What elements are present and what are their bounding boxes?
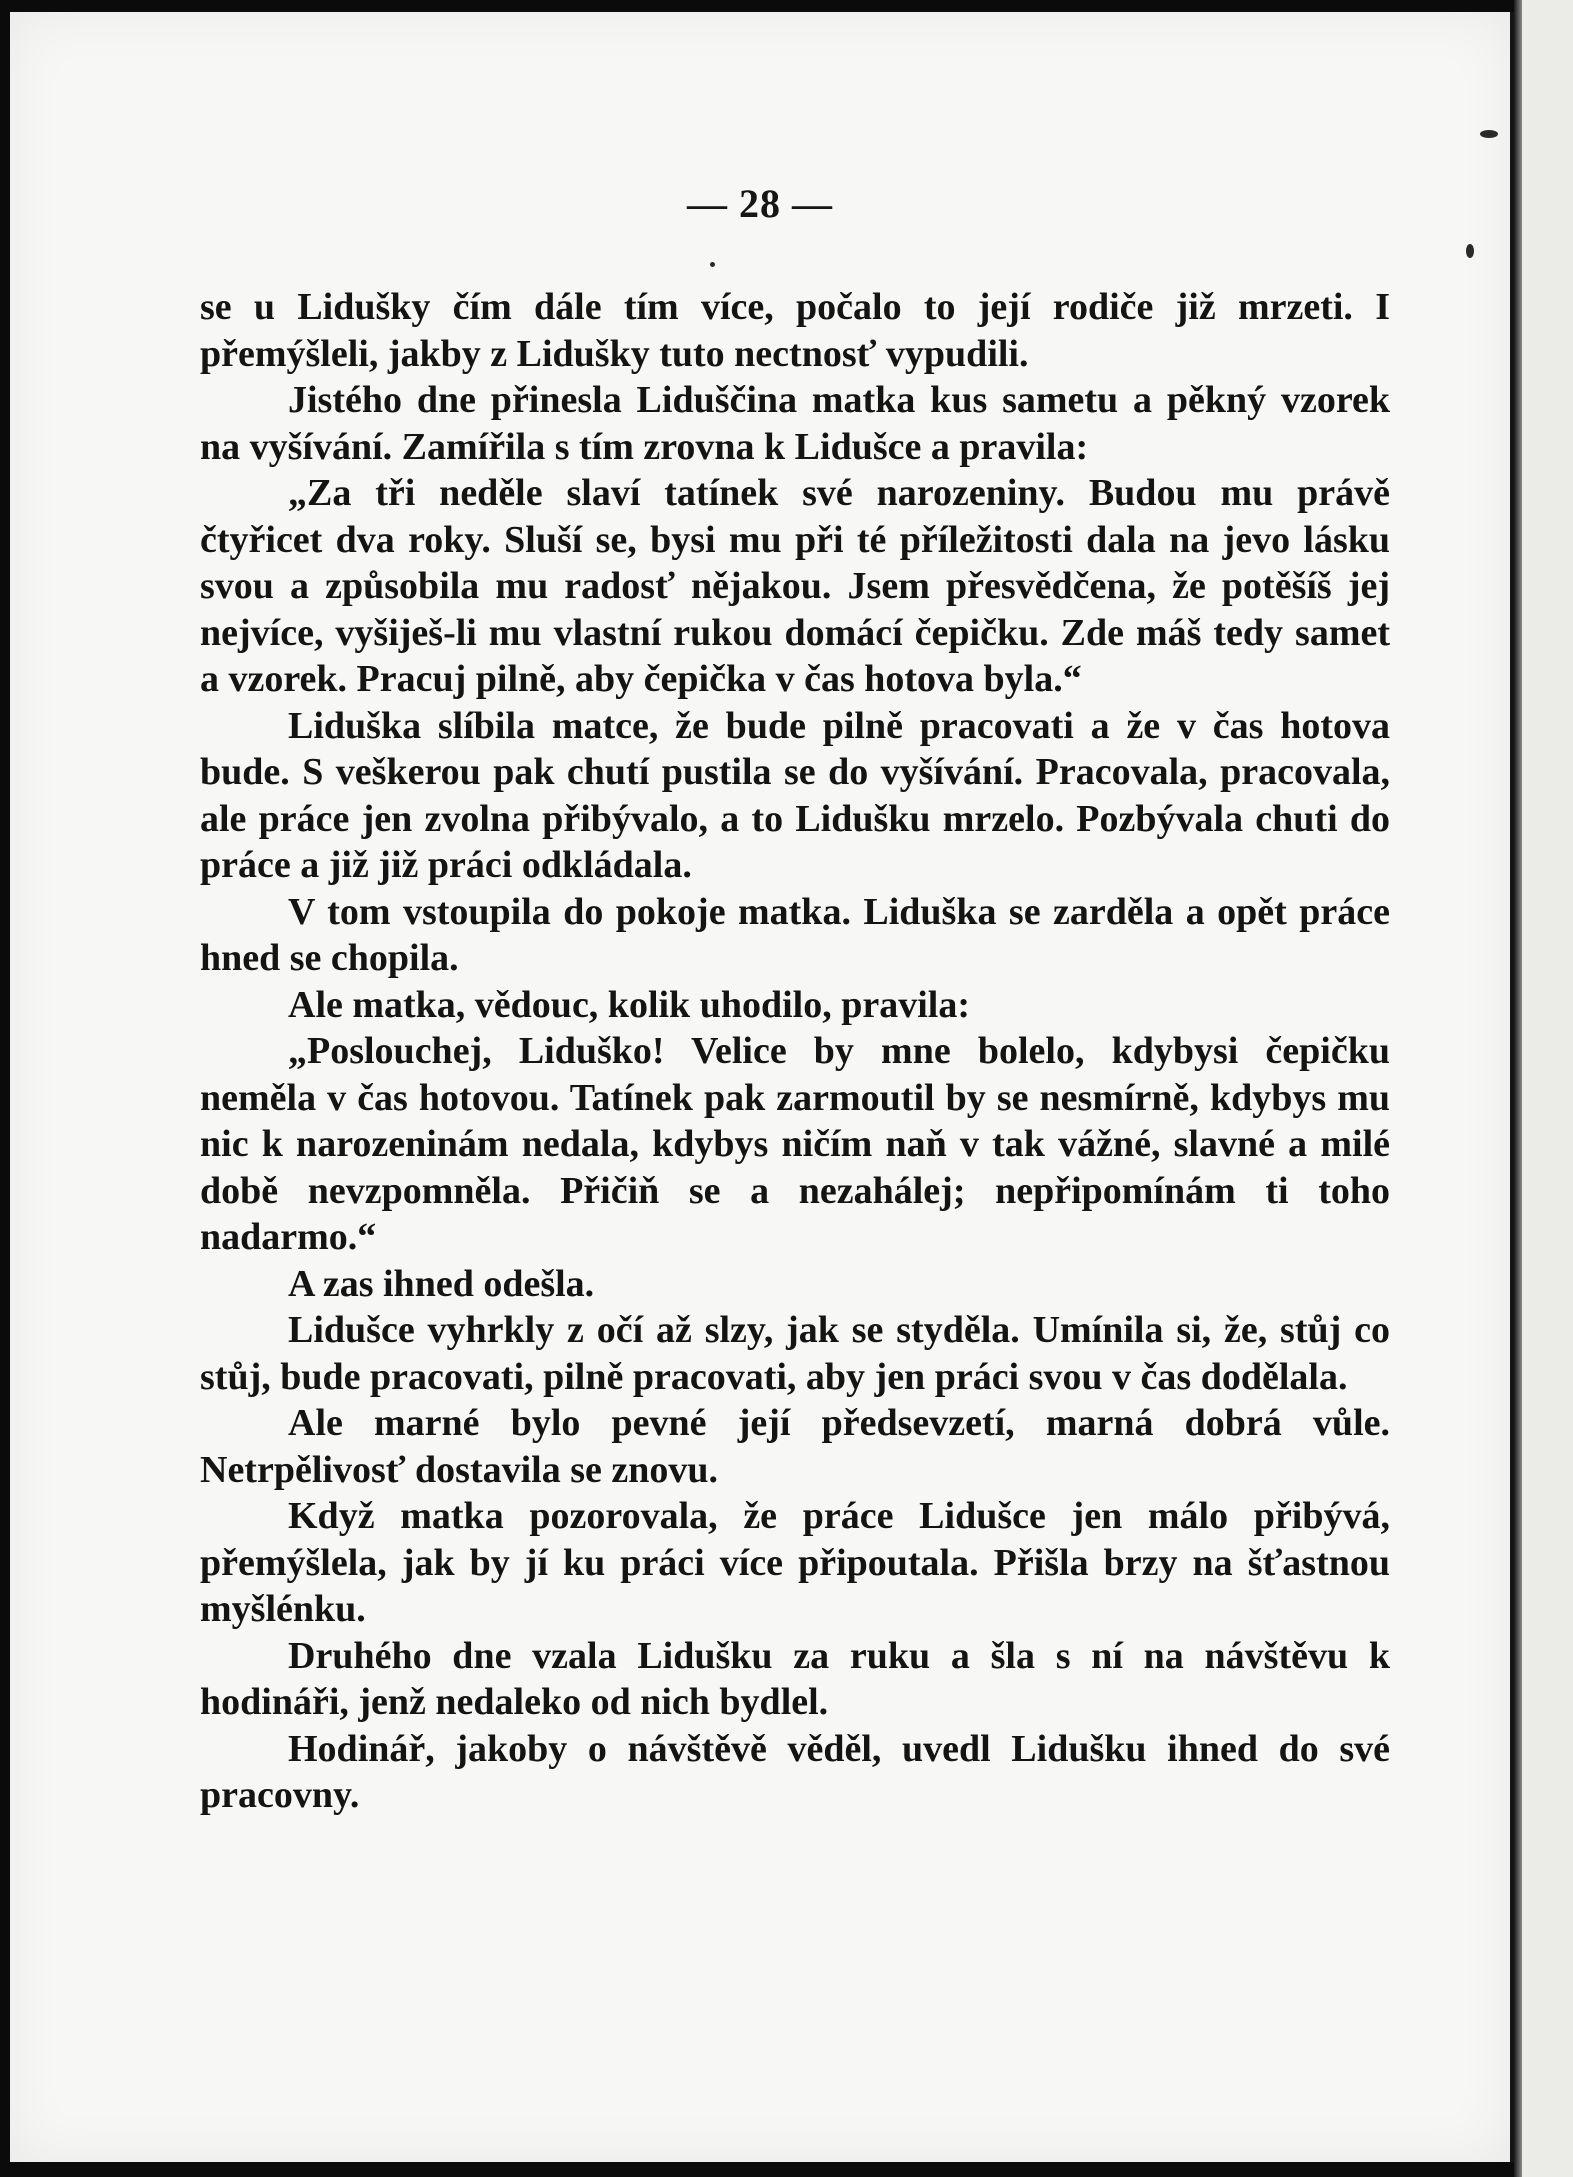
ink-speck (1480, 130, 1498, 138)
paragraph: „Poslouchej, Liduško! Velice by mne bolelo, kdybysi čepičku neměla v čas hotovou. Tatínek pak zarmoutil by se nesmírně, kdybys mu nic k narozeninám nedala, kdybys ničím naň v tak vážné, slavné a milé době nevzpomněla. Přičiň se a nezahálej; nepřipomínám ti toho nadarmo.“ (200, 1030, 1390, 1258)
paragraph: Liduška slíbila matce, že bude pilně pracovati a že v čas hotova bude. S veškerou pak chutí pustila se do vyšívání. Pracovala, pracovala, ale práce jen zvolna přibývalo, a to Lidušku mrzelo. Pozbývala chuti do práce a již již práci odkládala. (200, 704, 1390, 886)
body-text (200, 284, 1390, 1819)
ink-speck (710, 262, 715, 267)
paragraph: V tom vstoupila do pokoje matka. Liduška se zarděla a opět práce hned se chopila. (200, 890, 1390, 979)
paragraph: Lidušce vyhrkly z očí až slzy, jak se styděla. Umínila si, že, stůj co stůj, bude pracovati, pilně pracovati, aby jen práci svou v čas dodělala. (200, 1309, 1390, 1398)
paragraph: Když matka pozorovala, že práce Lidušce jen málo přibývá, přemýšlela, jak by jí ku práci více připoutala. Přišla brzy na šťastnou myšlénku. (200, 1495, 1390, 1630)
page-edge (1514, 0, 1573, 2177)
paragraph: Hodinář, jakoby o návštěvě věděl, uvedl Lidušku ihned do své pracovny. (200, 1727, 1390, 1816)
paragraph: Jistého dne přinesla Liduščina matka kus sametu a pěkný vzorek na vyšívání. Zamířila s tím zrovna k Lidušce a pravila: (200, 379, 1390, 468)
paragraph: „Za tři neděle slaví tatínek své narozeniny. Budou mu právě čtyřicet dva roky. Sluší se, bysi mu při té příležitosti dala na jevo lásku svou a způsobila mu radosť nějakou. Jsem přesvědčena, že potěšíš jej nejvíce, vyšiješ-li mu vlastní rukou domácí čepičku. Zde máš tedy samet a vzorek. Pracuj pilně, aby čepička v čas hotova byla.“ (200, 472, 1390, 700)
paragraph: Ale matka, vědouc, kolik uhodilo, pravila: (288, 983, 970, 1026)
page-edge-shadow (1514, 0, 1522, 2177)
paragraph: A zas ihned odešla. (288, 1262, 595, 1305)
book-page (10, 12, 1514, 2162)
paragraph: Ale marné bylo pevné její předsevzetí, marná dobrá vůle. Netrpělivosť dostavila se znovu. (200, 1402, 1390, 1491)
page-number: — 28 — (687, 181, 833, 226)
paragraph: se u Lidušky čím dále tím více, počalo to její rodiče již mrzeti. I přemýšleli, jakby z Lidušky tuto nectnosť vypudili. (200, 286, 1390, 375)
ink-speck (1466, 244, 1474, 258)
paragraph: Druhého dne vzala Lidušku za ruku a šla s ní na návštěvu k hodináři, jenž nedaleko od nich bydlel. (200, 1634, 1390, 1723)
